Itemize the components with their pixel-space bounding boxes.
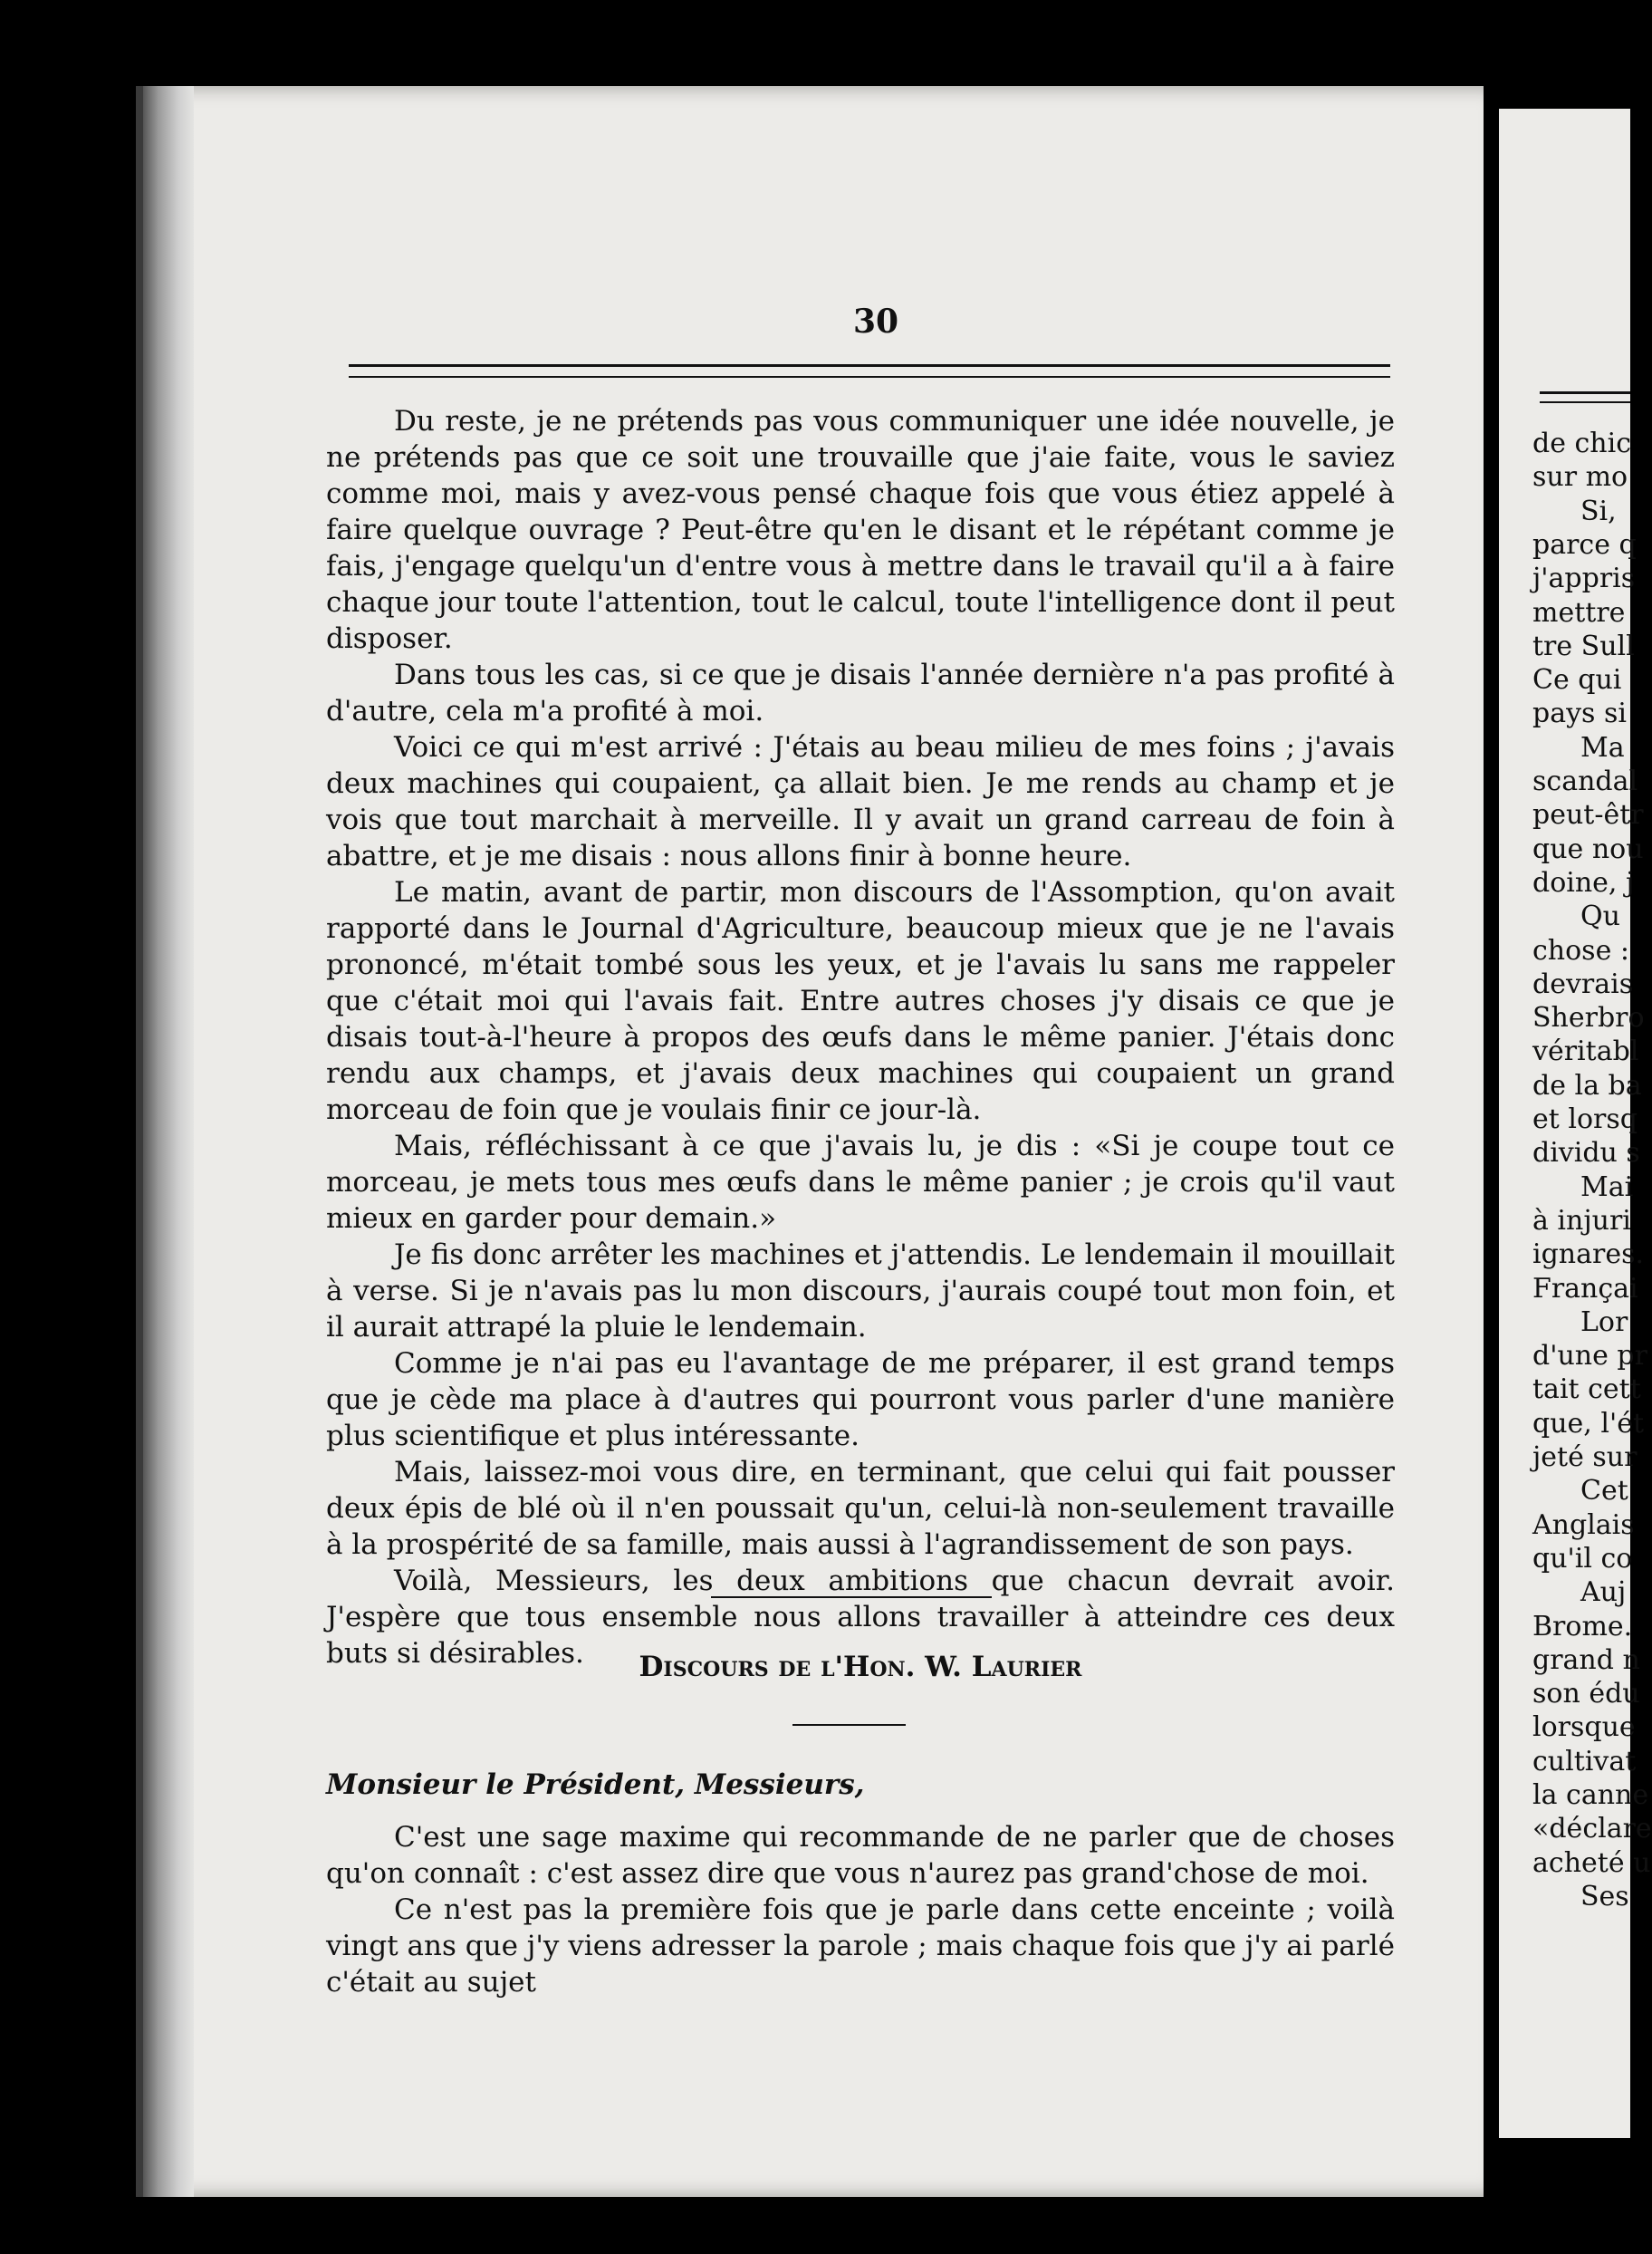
right-page-line: jeté sur (1532, 1441, 1638, 1473)
paragraph: Voici ce qui m'est arrivé : J'étais au beau milieu de mes foins ; j'avais deux machines qui coupaient, ça allait bien. Je me rends au champ et je vois que tout marchait à merveille. Il y avait un grand carreau de foin à abattre, et je me disais : nous allons finir à bonne heure. (326, 731, 1395, 872)
paragraph: C'est une sage maxime qui recommande de ne parler que de choses qu'on connaît : c'est assez dire que vous n'aurez pas grand'chose de moi. (326, 1821, 1395, 1890)
salutation: Monsieur le Président, Messieurs, (326, 1768, 865, 1801)
right-page-line: Ses (1580, 1880, 1629, 1912)
right-page-line: cultivat (1532, 1745, 1637, 1777)
right-page-line: Mai (1580, 1170, 1634, 1203)
right-page-line: j'appris (1532, 563, 1636, 595)
right-page-line: que, l'ét (1532, 1407, 1645, 1440)
page-gutter-shadow (143, 86, 194, 2197)
right-page-line: son édu (1532, 1678, 1640, 1710)
right-page-line: Lor (1580, 1305, 1628, 1338)
right-page-line: Ma (1580, 731, 1625, 764)
right-page-line: d'une pr (1532, 1340, 1647, 1373)
right-page-line: pays si (1532, 698, 1627, 730)
right-page-line: véritabl (1532, 1035, 1639, 1068)
right-page-rule (1540, 391, 1630, 403)
section-heading: Discours de l'Hon. W. Laurier (639, 1651, 1082, 1683)
right-page-line: la canne (1532, 1779, 1649, 1811)
right-page-line: de la ba (1532, 1069, 1642, 1102)
right-page-line: Sherbro (1532, 1002, 1645, 1035)
right-page-line: Auj (1580, 1576, 1627, 1609)
body-text-block-2 (326, 1819, 1395, 2000)
right-page-line: lorsque (1532, 1711, 1636, 1744)
paragraph: Mais, réfléchissant à ce que j'avais lu, je dis : «Si je coupe tout ce morceau, je mets tous mes œufs dans le même panier ; je crois qu'il vaut mieux en garder pour demain.» (326, 1130, 1395, 1235)
section-divider (792, 1724, 906, 1726)
right-page-line: Qu (1580, 901, 1620, 933)
right-page-line: mettre (1532, 596, 1626, 629)
right-page-line: sur mo (1532, 461, 1628, 494)
right-page-line: qu'il co (1532, 1542, 1633, 1575)
paragraph: Dans tous les cas, si ce que je disais l'année dernière n'a pas profité à d'autre, cela m'a profité à moi. (326, 659, 1395, 727)
paragraph: Voilà, Messieurs, les deux ambitions que chacun devrait avoir. J'espère que tous ensemble nous allons travailler à atteindre ces deux buts si désirables. (326, 1565, 1395, 1670)
right-page-line: Françai (1532, 1272, 1638, 1305)
right-page-line: chose : (1532, 934, 1629, 967)
right-page-line: scandal (1532, 766, 1638, 797)
section-divider (711, 1596, 992, 1598)
right-page-line: Anglais (1532, 1508, 1635, 1541)
right-page-line: tait cett (1532, 1373, 1641, 1406)
paragraph: Mais, laissez-moi vous dire, en terminant, que celui qui fait pousser deux épis de blé où il n'en poussait qu'un, celui-là non-seulement travaille à la prospérité de sa famille, mais aussi à l'agrandissement de son pays. (326, 1456, 1395, 1561)
paragraph: Comme je n'ai pas eu l'avantage de me préparer, il est grand temps que je cède ma place à d'autres qui pourront vous parler d'une manière plus scientifique et plus intéressante. (326, 1347, 1395, 1452)
right-page-line: Ce qui (1532, 664, 1622, 697)
right-page-line: devrais (1532, 968, 1634, 1000)
paragraph: Du reste, je ne prétends pas vous communiquer une idée nouvelle, je ne prétends pas que ce soit une trouvaille que j'aie faite, vous le saviez comme moi, mais y avez-vous pensé chaque fois que vous étiez appelé à faire quelque ouvrage ? Peut-être qu'en le disant et le répétant comme je fais, j'engage quelqu'un d'entre vous à mettre dans le travail qu'il a à faire chaque jour toute l'attention, tout le calcul, toute l'intelligence dont il peut disposer. (326, 405, 1395, 655)
right-page-line: tre Sull (1532, 630, 1635, 662)
right-page-line: Brome. (1532, 1610, 1633, 1642)
right-page-line: dividu s (1532, 1137, 1640, 1170)
right-page-line: et lorsq (1532, 1103, 1638, 1135)
right-page-line: que nou (1532, 833, 1644, 865)
header-double-rule (349, 364, 1390, 378)
page-number: 30 (853, 303, 899, 341)
paragraph: Je fis donc arrêter les machines et j'attendis. Le lendemain il mouillait à verse. Si je n'avais pas lu mon discours, j'aurais coupé tout mon foin, et il aurait attrapé la pluie le lendemain. (326, 1238, 1395, 1344)
paragraph: Le matin, avant de partir, mon discours de l'Assomption, qu'on avait rapporté dans le Journal d'Agriculture, beaucoup mieux que je ne l'avais prononcé, m'était tombé sous les yeux, et je l'avais lu sans me rappeler que c'était moi qui l'avais fait. Entre autres choses j'y disais ce que je disais tout-à-l'heure à propos des œufs dans le même panier. J'étais donc rendu aux champs, et j'avais deux machines qui coupaient un grand morceau de foin que je voulais finir ce jour-là. (326, 876, 1395, 1126)
right-page-line: «déclare (1532, 1813, 1652, 1845)
right-page-line: Cet (1580, 1475, 1628, 1507)
right-page-line: à injuri (1532, 1204, 1631, 1237)
right-page-line: Si, (1580, 495, 1617, 527)
right-page-line: peut-êtr (1532, 799, 1644, 832)
paragraph: Ce n'est pas la première fois que je parle dans cette enceinte ; voilà vingt ans que j'y viens adresser la parole ; mais chaque fois que j'y ai parlé c'était au sujet (326, 1893, 1395, 1999)
right-page-line: acheté u (1532, 1846, 1651, 1879)
right-page-line: ignares. (1532, 1238, 1645, 1271)
right-page-line: doine, j (1532, 866, 1635, 899)
right-page-line: de chic (1532, 428, 1632, 459)
right-page-line: grand n (1532, 1643, 1640, 1676)
body-text-block-1 (326, 403, 1395, 1671)
right-page-line: parce q (1532, 528, 1637, 561)
